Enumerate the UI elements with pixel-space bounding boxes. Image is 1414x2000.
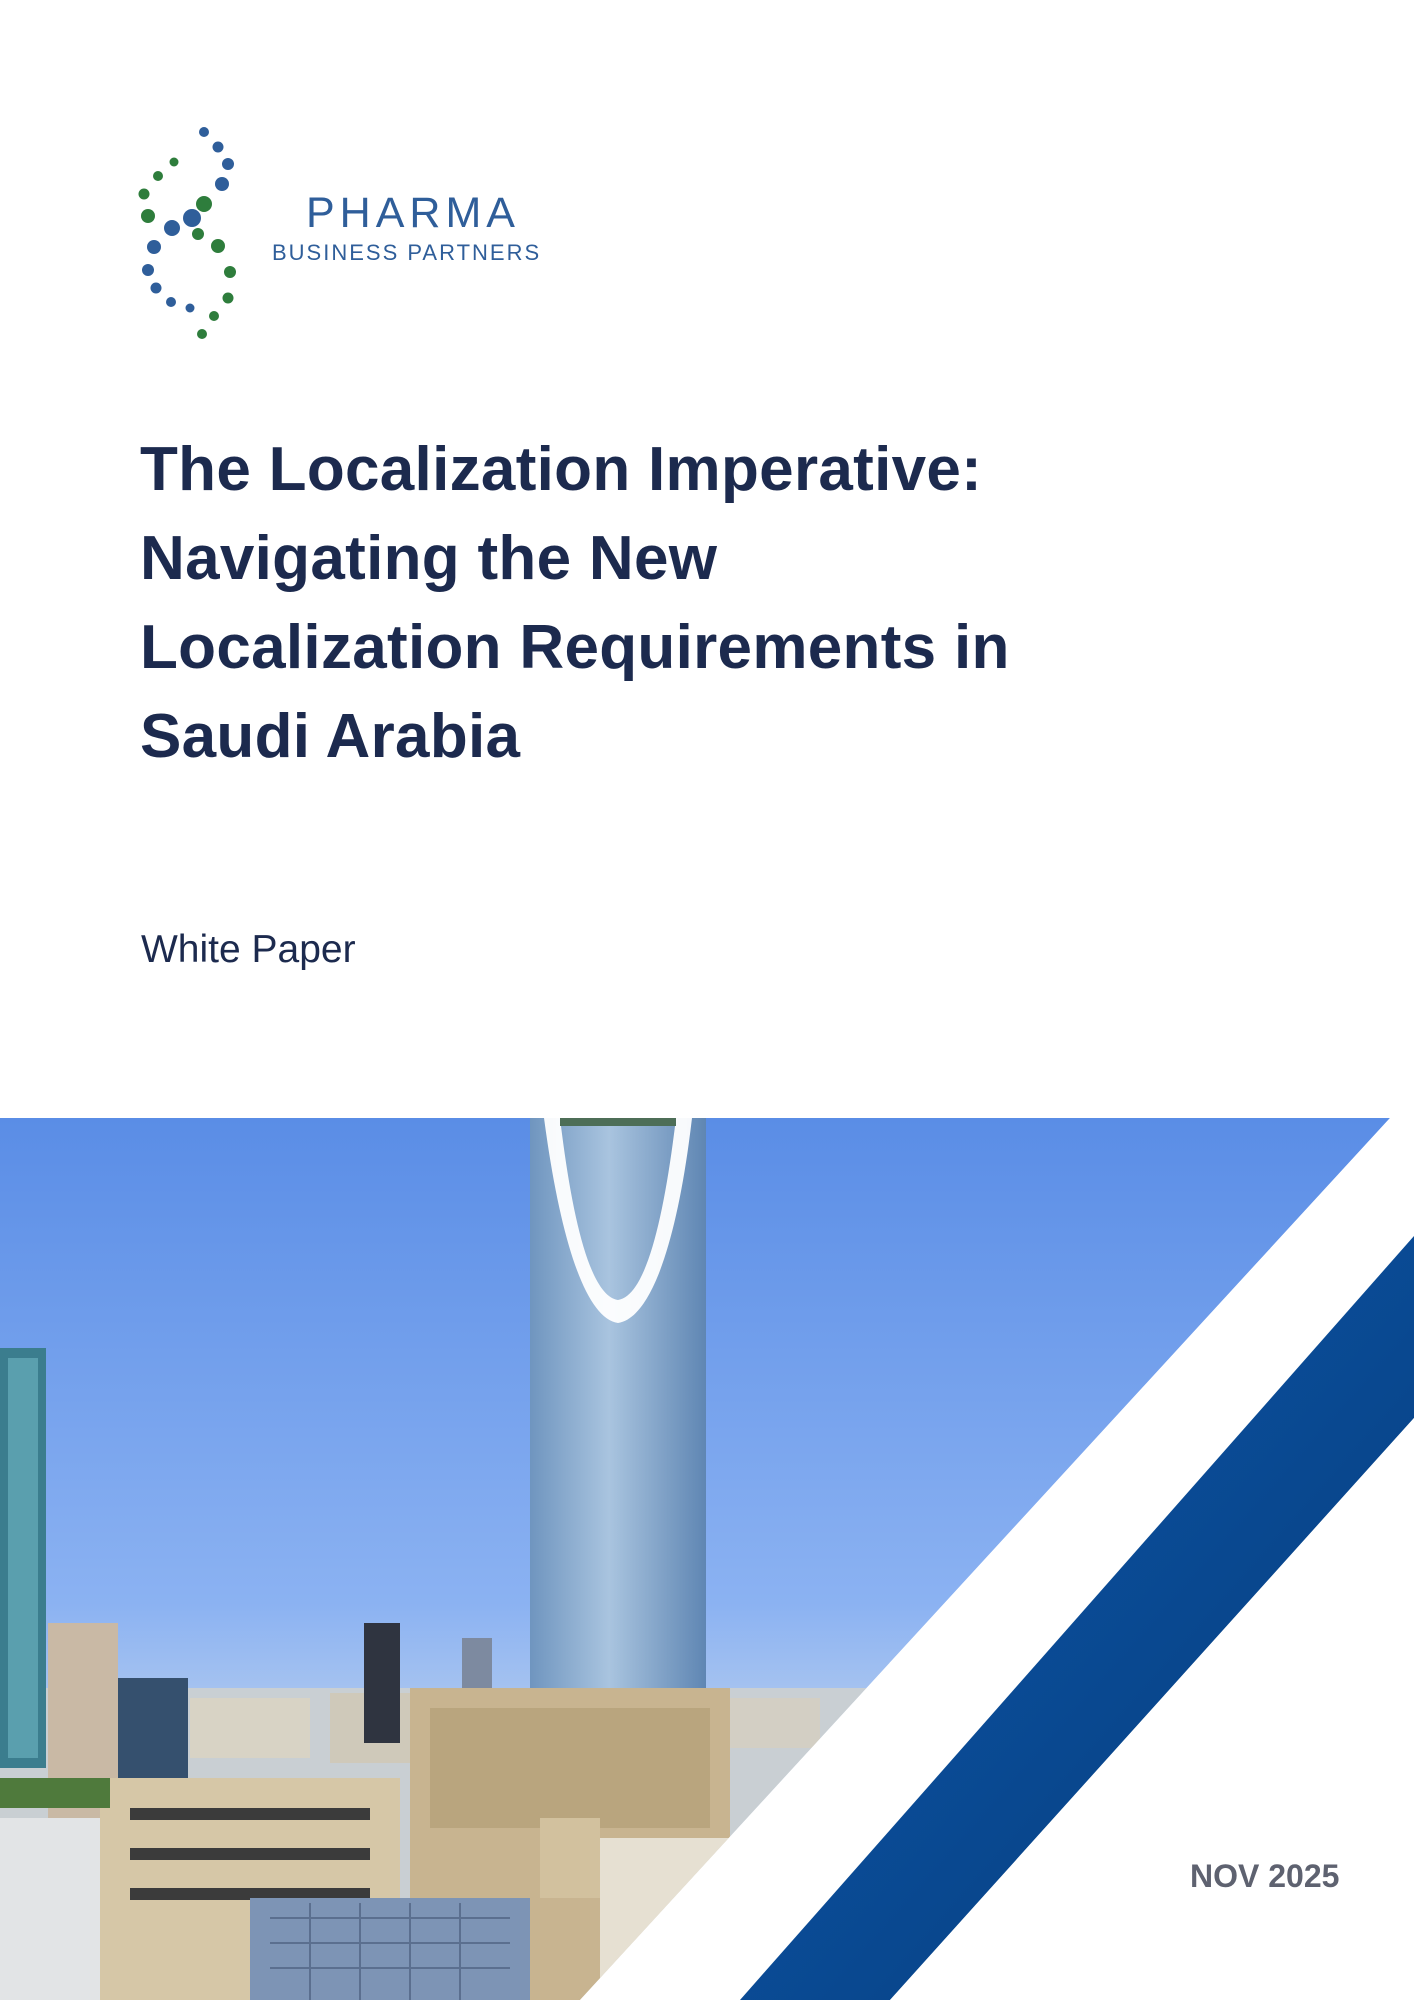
company-logo [138,122,578,344]
publication-date: NOV 2025 [1190,1858,1340,1894]
document-type-label: White Paper [141,928,356,971]
brand-tagline: BUSINESS PARTNERS [272,240,542,265]
brand-name: PHARMA [306,189,520,237]
document-title: The Localization Imperative: Navigating the New Localization Requirements in Saudi Arabia [140,435,1010,771]
helix-logo-icon [138,122,248,344]
